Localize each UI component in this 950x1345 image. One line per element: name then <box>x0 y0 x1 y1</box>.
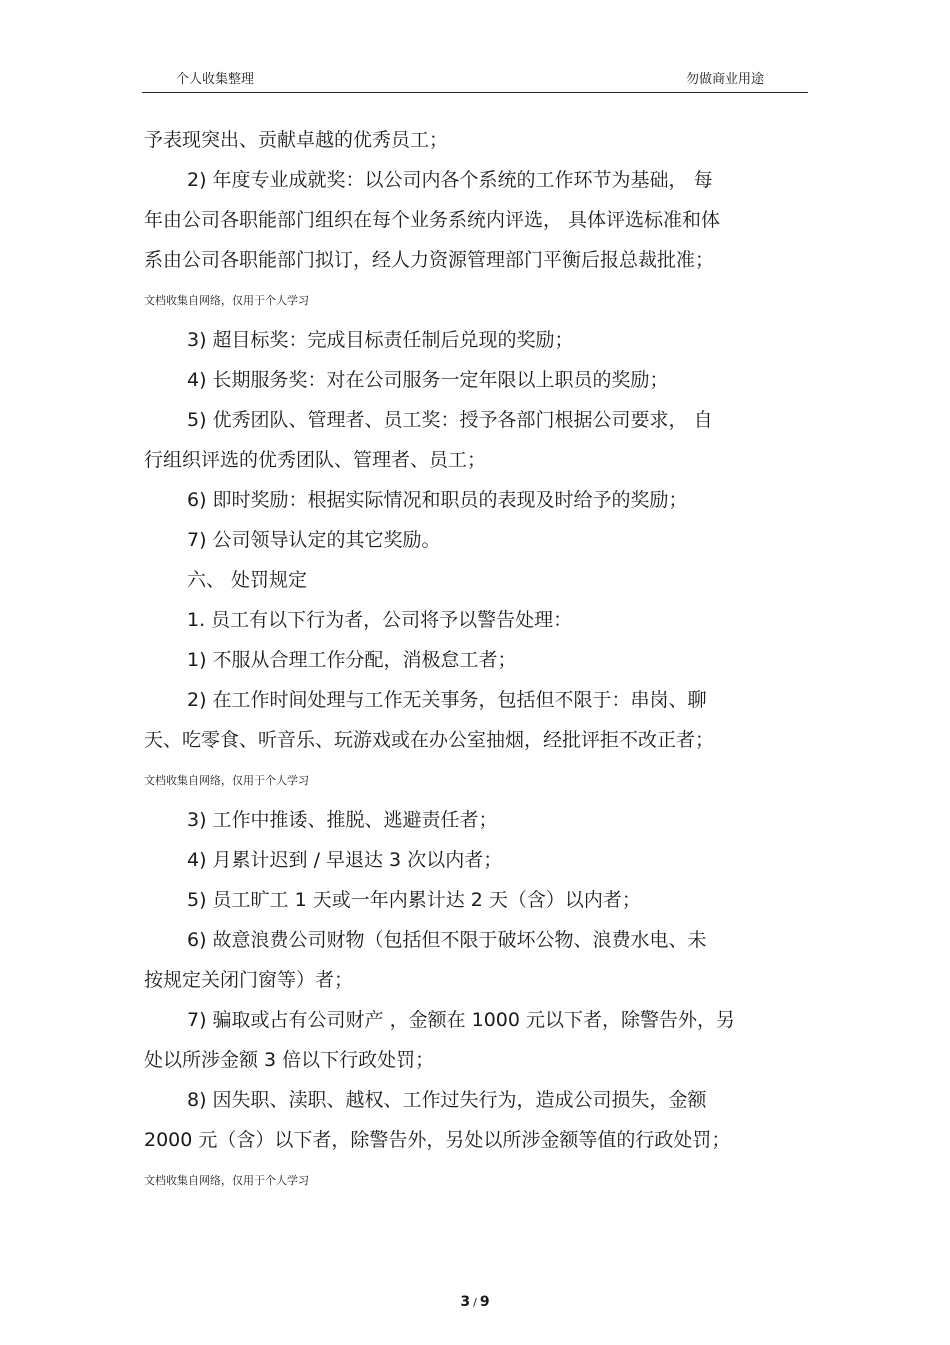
current-page: 3 <box>460 1294 471 1310</box>
header-right-text: 勿做商业用途 <box>685 72 764 87</box>
body-line-17: 4) 月累计迟到 / 早退达 3 次以内者； <box>187 849 503 871</box>
body-line-7: 5) 优秀团队、管理者、员工奖：授予各部门根据公司要求， 自 <box>187 409 713 431</box>
body-line-10: 7) 公司领导认定的其它奖励。 <box>187 529 441 551</box>
body-line-22: 处以所涉金额 3 倍以下行政处罚； <box>144 1049 435 1071</box>
body-line-12: 1. 员工有以下行为者，公司将予以警告处理： <box>187 609 573 631</box>
source-note-3: 文档收集自网络，仅用于个人学习 <box>144 1174 309 1187</box>
body-line-8: 行组织评选的优秀团队、管理者、员工； <box>144 449 487 471</box>
body-line-19: 6) 故意浪费公司财物（包括但不限于破坏公物、浪费水电、未 <box>187 929 707 951</box>
page-separator: / <box>473 1296 477 1309</box>
source-note-2: 文档收集自网络，仅用于个人学习 <box>144 774 309 787</box>
body-line-13: 1) 不服从合理工作分配，消极怠工者； <box>187 649 517 671</box>
body-line-18: 5) 员工旷工 1 天或一年内累计达 2 天（含）以内者； <box>187 889 641 911</box>
body-line-24: 2000 元（含）以下者，除警告外，另处以所涉金额等值的行政处罚； <box>144 1129 731 1151</box>
body-line-21: 7) 骗取或占有公司财产 ，金额在 1000 元以下者，除警告外，另 <box>187 1009 736 1031</box>
body-line-6: 4) 长期服务奖：对在公司服务一定年限以上职员的奖励； <box>187 369 669 391</box>
source-note-1: 文档收集自网络，仅用于个人学习 <box>144 294 309 307</box>
body-line-15: 天、吃零食、听音乐、玩游戏或在办公室抽烟，经批评拒不改正者； <box>144 729 715 751</box>
body-line-23: 8) 因失职、渎职、越权、工作过失行为，造成公司损失，金额 <box>187 1089 707 1111</box>
body-line-16: 3) 工作中推诿、推脱、逃避责任者； <box>187 809 498 831</box>
section-heading: 六、 处罚规定 <box>187 569 308 591</box>
page-number <box>0 1294 950 1310</box>
body-line-1: 予表现突出、贡献卓越的优秀员工； <box>144 129 449 151</box>
body-line-14: 2) 在工作时间处理与工作无关事务，包括但不限于：串岗、聊 <box>187 689 707 711</box>
body-line-20: 按规定关闭门窗等）者； <box>144 969 354 991</box>
body-line-2: 2) 年度专业成就奖：以公司内各个系统的工作环节为基础， 每 <box>187 169 713 191</box>
body-line-4: 系由公司各职能部门拟订，经人力资源管理部门平衡后报总裁批准； <box>144 249 715 271</box>
total-pages: 9 <box>479 1294 490 1310</box>
page-header <box>142 62 808 93</box>
header-left-text: 个人收集整理 <box>176 72 255 87</box>
body-line-3: 年由公司各职能部门组织在每个业务系统内评选， 具体评选标准和体 <box>144 209 721 231</box>
body-line-5: 3) 超目标奖：完成目标责任制后兑现的奖励； <box>187 329 574 351</box>
body-line-9: 6) 即时奖励：根据实际情况和职员的表现及时给予的奖励； <box>187 489 688 511</box>
